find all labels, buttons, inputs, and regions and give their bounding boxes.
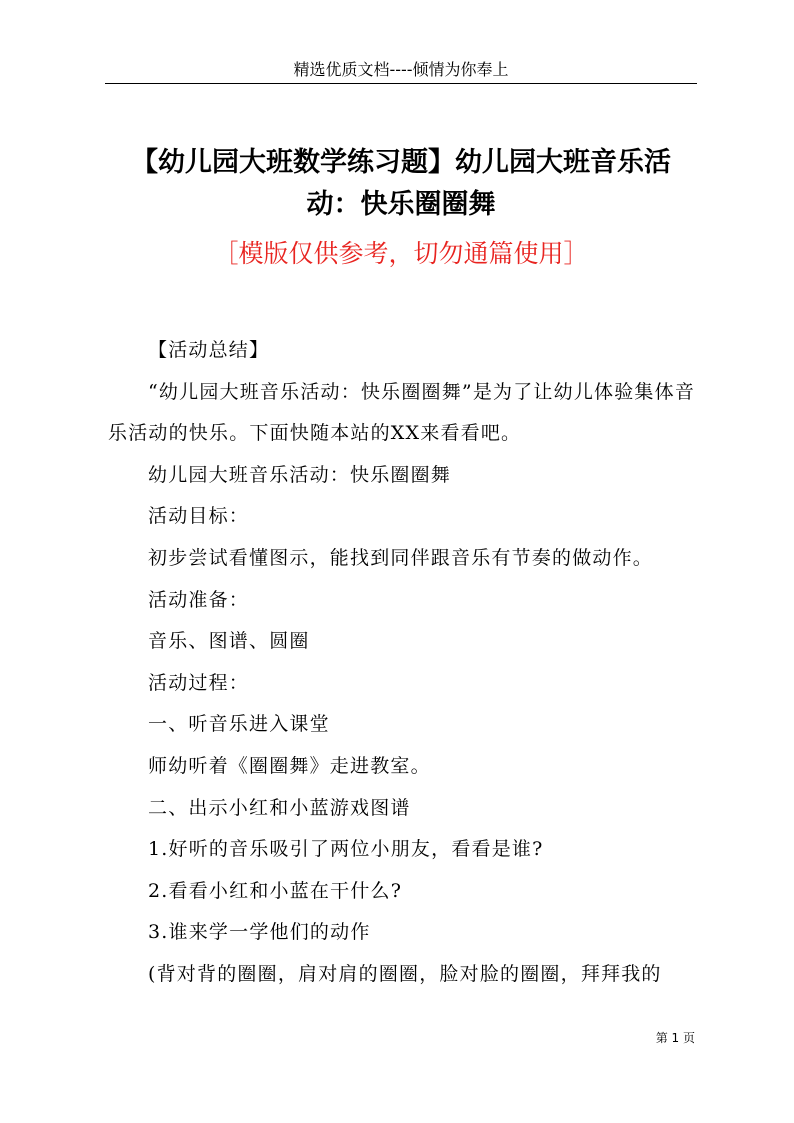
step-one-heading: 一、听音乐进入课堂	[148, 713, 330, 736]
template-notice: ［模版仅供参考，切勿通篇使用］	[213, 239, 589, 268]
step-one-text: 师幼听着《圈圈舞》走进教室。	[148, 754, 431, 777]
step-two-item-2: 2.看看小红和小蓝在干什么?	[148, 879, 403, 902]
goals-heading: 活动目标：	[148, 505, 250, 528]
step-two-item-1: 1.好听的音乐吸引了两位小朋友，看看是谁?	[148, 838, 544, 861]
header-divider	[105, 83, 697, 84]
document-body	[108, 330, 700, 996]
page-number: 第 1 页	[655, 1031, 695, 1045]
preparation-heading: 活动准备：	[148, 588, 250, 611]
process-heading: 活动过程：	[148, 671, 250, 694]
section-heading-summary: 【活动总结】	[148, 339, 270, 361]
goals-text: 初步尝试看懂图示，能找到同伴跟音乐有节奏的做动作。	[148, 546, 654, 569]
step-two-item-3-detail: (背对背的圈圈，肩对肩的圈圈，脸对脸的圈圈，拜拜我的	[148, 962, 662, 985]
intro-paragraph: “幼儿园大班音乐活动：快乐圈圈舞”是为了让幼儿体验集体音乐活动的快乐。下面快随本站的XX来看看吧。	[108, 380, 696, 445]
document-title	[105, 142, 697, 226]
document-title-line-1: 【幼儿园大班数学练习题】幼儿园大班音乐活	[131, 147, 671, 178]
activity-name: 幼儿园大班音乐活动：快乐圈圈舞	[148, 463, 452, 486]
preparation-text: 音乐、图谱、圆圈	[148, 630, 310, 653]
page-header: 精选优质文档----倾情为你奉上	[293, 60, 509, 79]
step-two-item-3: 3.谁来学一学他们的动作	[148, 921, 371, 944]
step-two-heading: 二、出示小红和小蓝游戏图谱	[148, 796, 411, 819]
document-title-line-2: 动：快乐圈圈舞	[306, 189, 496, 220]
